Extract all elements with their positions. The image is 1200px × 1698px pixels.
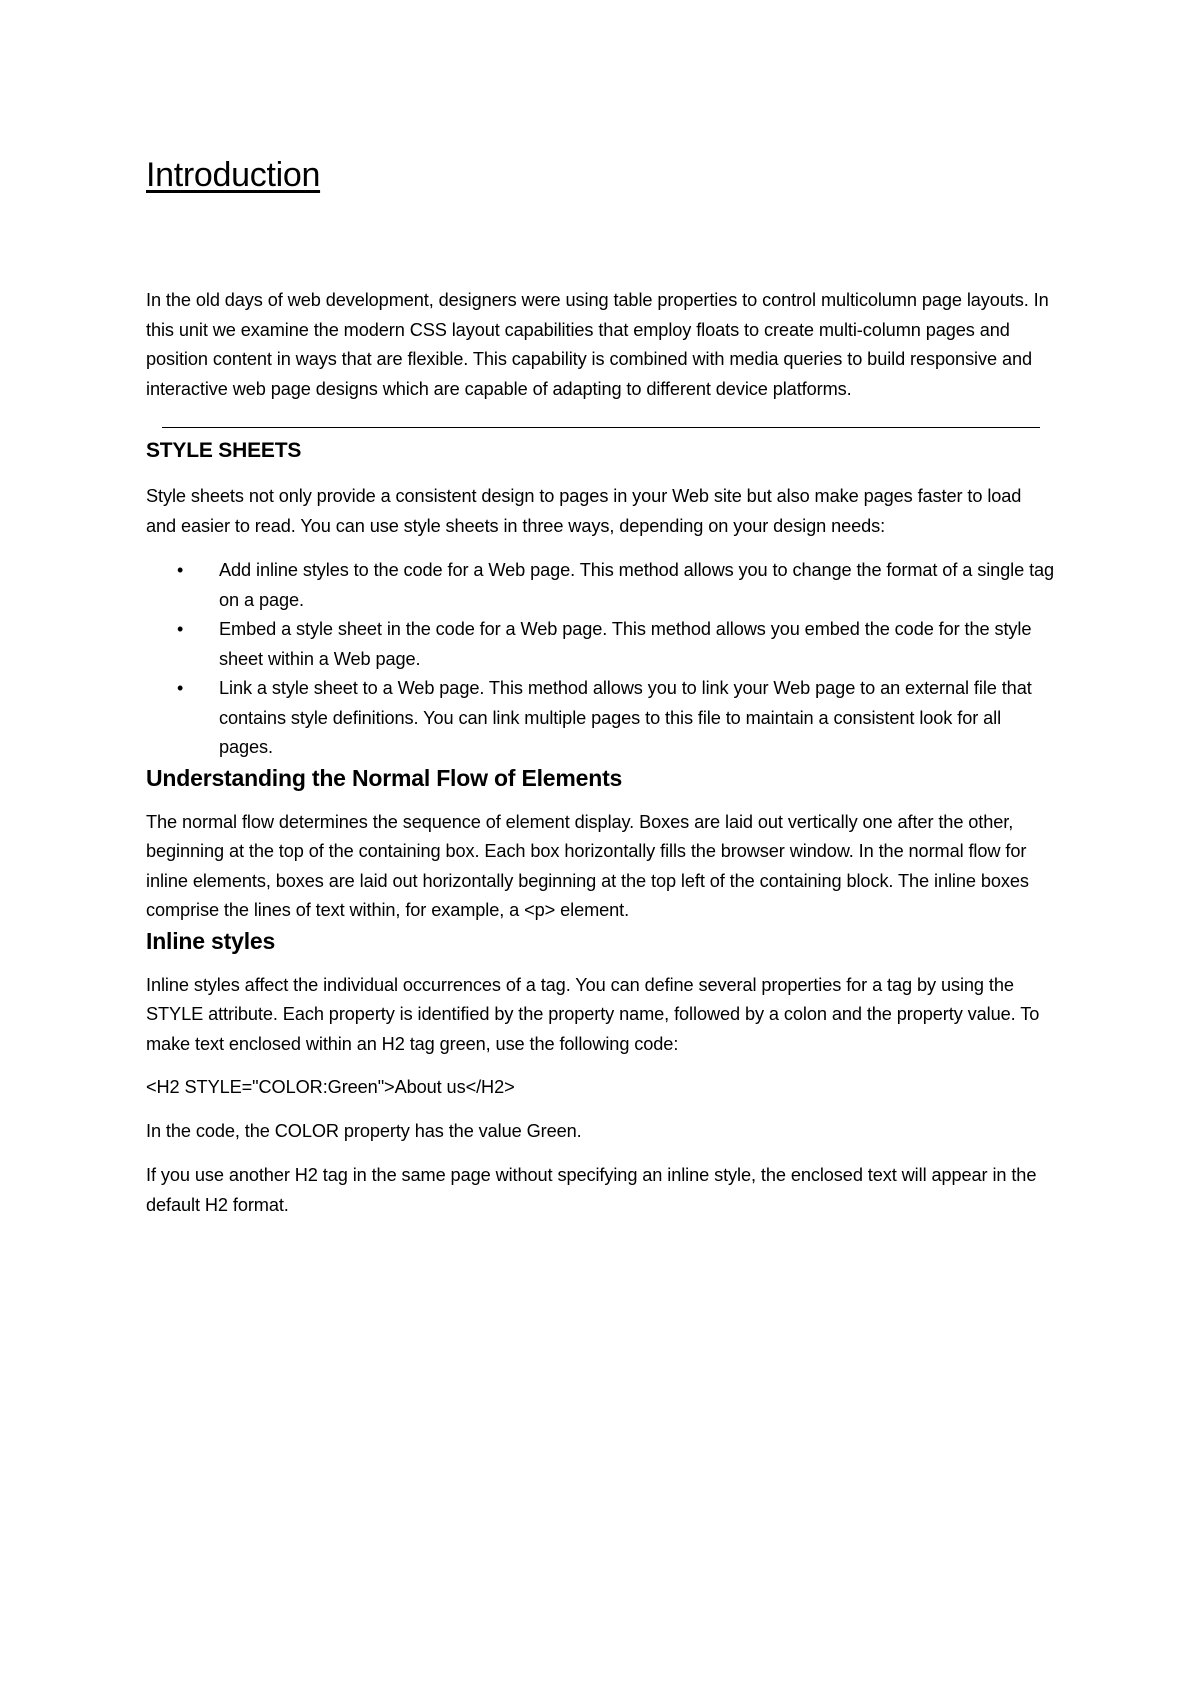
page-title: Introduction bbox=[146, 156, 321, 194]
bullet-icon: • bbox=[177, 619, 184, 639]
list-item-text: Add inline styles to the code for a Web page. This method allows you to change the format of a single tag on a page. bbox=[219, 560, 1055, 610]
bullet-icon: • bbox=[177, 678, 184, 698]
style-sheets-paragraph: Style sheets not only provide a consistent design to pages in your Web site but also make pages faster to load and easier to read. You can use style sheets in three ways, depending on your design needs: bbox=[146, 486, 1022, 536]
normal-flow-heading: Understanding the Normal Flow of Elements bbox=[146, 764, 623, 791]
list-item-text: Link a style sheet to a Web page. This method allows you to link your Web page to an external file that contains style definitions. You can link multiple pages to this file to maintain a consistent look for all pages. bbox=[219, 678, 1032, 757]
list-item bbox=[177, 615, 1056, 674]
document-page bbox=[146, 150, 1056, 1220]
list-item bbox=[177, 674, 1056, 763]
list-item-text: Embed a style sheet in the code for a Web page. This method allows you embed the code for the style sheet within a Web page. bbox=[219, 619, 1032, 669]
code-example: <H2 STYLE="COLOR:Green">About us</H2> bbox=[146, 1077, 515, 1097]
default-format-note: If you use another H2 tag in the same page without specifying an inline style, the enclosed text will appear in the default H2 format. bbox=[146, 1165, 1037, 1215]
intro-paragraph: In the old days of web development, designers were using table properties to control multicolumn page layouts. In this unit we examine the modern CSS layout capabilities that employ floats to create multi-column pages and position content in ways that are flexible. This capability is combined with media queries to build responsive and interactive web page designs which are capable of adapting to different device platforms. bbox=[146, 290, 1049, 399]
code-explanation: In the code, the COLOR property has the value Green. bbox=[146, 1120, 582, 1141]
bullet-icon: • bbox=[177, 560, 184, 580]
list-item bbox=[177, 556, 1056, 615]
inline-styles-heading: Inline styles bbox=[146, 927, 276, 954]
style-sheets-heading: STYLE SHEETS bbox=[146, 439, 302, 462]
section-divider bbox=[162, 427, 1040, 428]
style-sheets-bullet-list bbox=[146, 556, 1056, 763]
normal-flow-paragraph: The normal flow determines the sequence of element display. Boxes are laid out vertically one after the other, beginning at the top of the containing box. Each box horizontally fills the browser window. In the normal flow for inline elements, boxes are laid out horizontally beginning at the top left of the containing block. The inline boxes comprise the lines of text within, for example, a <p> element. bbox=[146, 811, 1029, 920]
inline-styles-paragraph: Inline styles affect the individual occurrences of a tag. You can define several properties for a tag by using the STYLE attribute. Each property is identified by the property name, followed by a colon and the property value. To make text enclosed within an H2 tag green, use the following code: bbox=[146, 974, 1040, 1054]
